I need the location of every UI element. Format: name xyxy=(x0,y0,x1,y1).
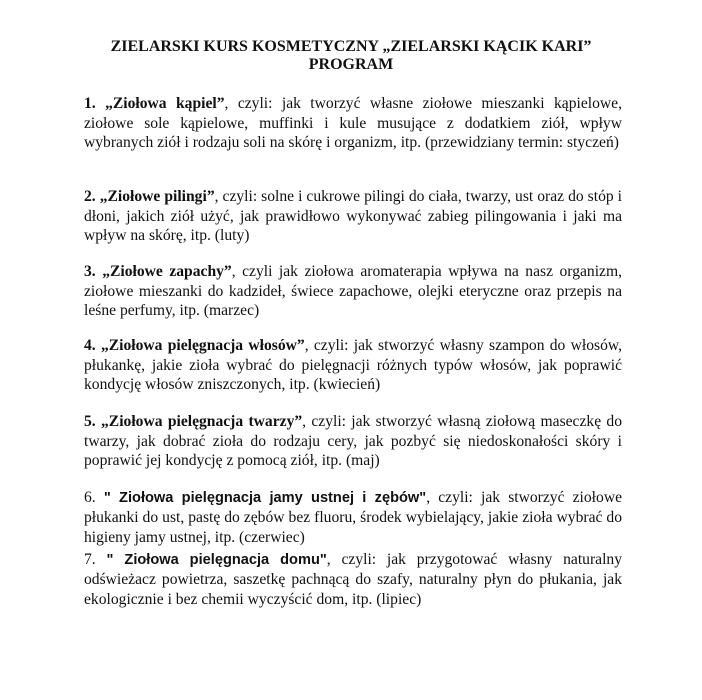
program-item-6 xyxy=(84,488,622,547)
item-number: 6. xyxy=(84,489,104,506)
program-item-4 xyxy=(84,336,622,395)
item-name: „Ziołowe pilingi” xyxy=(99,188,215,205)
item-number: 7. xyxy=(84,551,107,568)
program-item-5 xyxy=(84,412,622,471)
item-description: , czyli: jak tworzyć własne ziołowe mieszanki kąpielowe, ziołowe sole kąpielowe, muffinki i kule musujące z dodatkiem ziół, wpływ wybranych ziół i rodzaju soli na skórę i organizm, itp. (przewidziany termin: styczeń) xyxy=(84,95,622,152)
item-number: 2. xyxy=(84,188,100,205)
item-name: " Ziołowa pielęgnacja jamy ustnej i zębów" xyxy=(103,490,427,506)
item-name: „Ziołowa pielęgnacja włosów” xyxy=(100,337,305,354)
document-subtitle: PROGRAM xyxy=(308,56,394,73)
program-item-2 xyxy=(84,187,622,246)
item-name: „Ziołowa kąpiel” xyxy=(105,95,225,112)
item-description: , czyli: jak stworzyć własną ziołową maseczkę do twarzy, jak dobrać zioła do rodzaju cery, jak pozbyć się niedoskonałości skóry i poprawić jej kondycję z pomocą ziół, itp. (maj) xyxy=(84,413,623,470)
program-item-7 xyxy=(84,550,622,609)
program-item-1 xyxy=(84,94,622,153)
item-description: , czyli: jak stworzyć ziołowe płukanki do ust, pastę do zębów bez fluoru, środek wybielający, jakie zioła wybrać do higieny jamy ustnej, itp. (czerwiec) xyxy=(84,489,622,546)
item-name: " Ziołowa pielęgnacja domu" xyxy=(106,552,327,568)
item-number: 3. xyxy=(84,263,103,280)
item-name: „Ziołowa pielęgnacja twarzy” xyxy=(101,413,303,430)
item-description: , czyli: jak stworzyć własny szampon do włosów, płukankę, jakie zioła wybrać do pielęgnacji różnych typów włosów, jak poprawić kondycję włosów zniszczonych, itp. (kwiecień) xyxy=(84,337,623,394)
item-number: 4. xyxy=(84,337,101,354)
item-description: , czyli jak ziołowa aromaterapia wpływa na nasz organizm, ziołowe mieszanki do kadzideł, świece zapachowe, olejki eteryczne oraz przepis na leśne perfumy, itp. (marzec) xyxy=(84,263,623,320)
program-item-3 xyxy=(84,262,622,321)
item-description: , czyli: jak przygotować własny naturalny odświeżacz powietrza, saszetkę pachnącą do szafy, naturalny płyn do płukania, jak ekologicznie i bez chemii wyczyścić dom, itp. (lipiec) xyxy=(84,551,623,608)
item-description: , czyli: solne i cukrowe pilingi do ciała, twarzy, ust oraz do stóp i dłoni, jakich ziół użyć, jak prawidłowo wykonywać zabieg pilingowania i jaki ma wpływ na skórę, itp. (luty) xyxy=(84,188,623,245)
item-number: 1. xyxy=(84,95,106,112)
item-name: „Ziołowe zapachy” xyxy=(102,263,232,280)
document-title: ZIELARSKI KURS KOSMETYCZNY „ZIELARSKI KĄCIK KARI” xyxy=(110,38,592,55)
item-number: 5. xyxy=(84,413,101,430)
